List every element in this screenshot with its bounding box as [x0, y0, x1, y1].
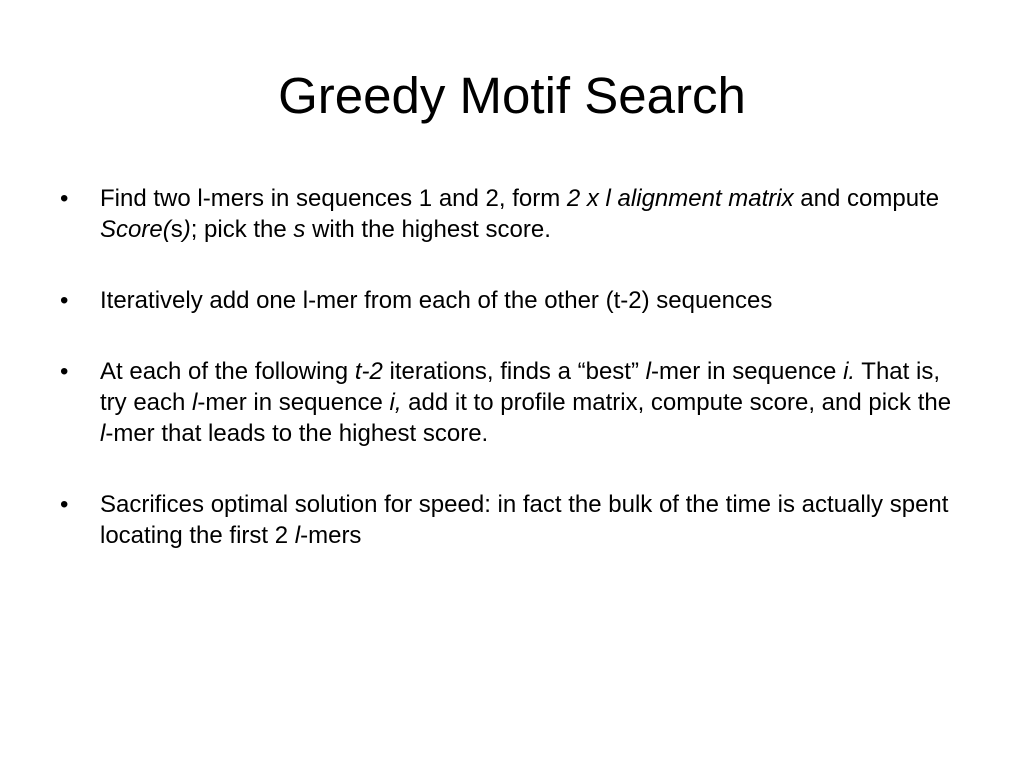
bullet-marker: • — [60, 358, 69, 385]
text-segment: with the highest score. — [305, 216, 551, 243]
bullet-text — [100, 358, 951, 447]
text-segment: add it to profile matrix, compute score, and pick the — [401, 389, 952, 416]
text-segment: -mer in sequence — [197, 389, 390, 416]
text-segment: That is, try each — [100, 358, 940, 416]
bullet-text — [100, 185, 939, 243]
text-segment: s — [170, 216, 183, 243]
slide-title: Greedy Motif Search — [278, 67, 746, 124]
bullet-marker: • — [60, 287, 69, 314]
italic-text-segment: i, — [389, 389, 402, 416]
italic-text-segment: l — [645, 358, 651, 385]
text-segment: Sacrifices optimal solution for speed: in fact the bulk of the time is actually spent locating the first 2 — [100, 491, 949, 549]
bullet-marker: • — [60, 491, 69, 518]
text-segment: Find two l-mers in sequences 1 and 2, form — [100, 185, 567, 212]
bullet-marker: • — [60, 185, 69, 212]
text-segment: At each of the following — [100, 358, 355, 385]
italic-text-segment: l — [294, 522, 301, 549]
italic-text-segment: t-2 — [354, 358, 383, 385]
bullet-text — [100, 491, 948, 549]
text-segment: -mer that leads to the highest score. — [105, 420, 489, 447]
italic-text-segment: s — [293, 216, 306, 243]
bullet-item — [58, 489, 958, 551]
bullet-text — [100, 287, 772, 314]
text-segment: iterations, finds a “best” — [382, 358, 646, 385]
italic-text-segment: 2 x l alignment matrix — [566, 185, 794, 212]
text-segment: Iteratively add one l-mer from each of the other (t-2) sequences — [100, 287, 773, 314]
bullet-list — [58, 183, 958, 591]
text-segment: ; pick the — [190, 216, 294, 243]
italic-text-segment: Score( — [100, 216, 171, 243]
bullet-item — [58, 356, 958, 449]
italic-text-segment: l — [192, 389, 198, 416]
italic-text-segment: i. — [843, 358, 856, 385]
italic-text-segment: ) — [182, 216, 191, 243]
text-segment: -mers — [300, 522, 362, 549]
text-segment: -mer in sequence — [650, 358, 844, 385]
italic-text-segment: l — [100, 420, 106, 447]
bullet-item — [58, 183, 958, 245]
bullet-item — [58, 285, 958, 316]
text-segment: and compute — [793, 185, 940, 212]
